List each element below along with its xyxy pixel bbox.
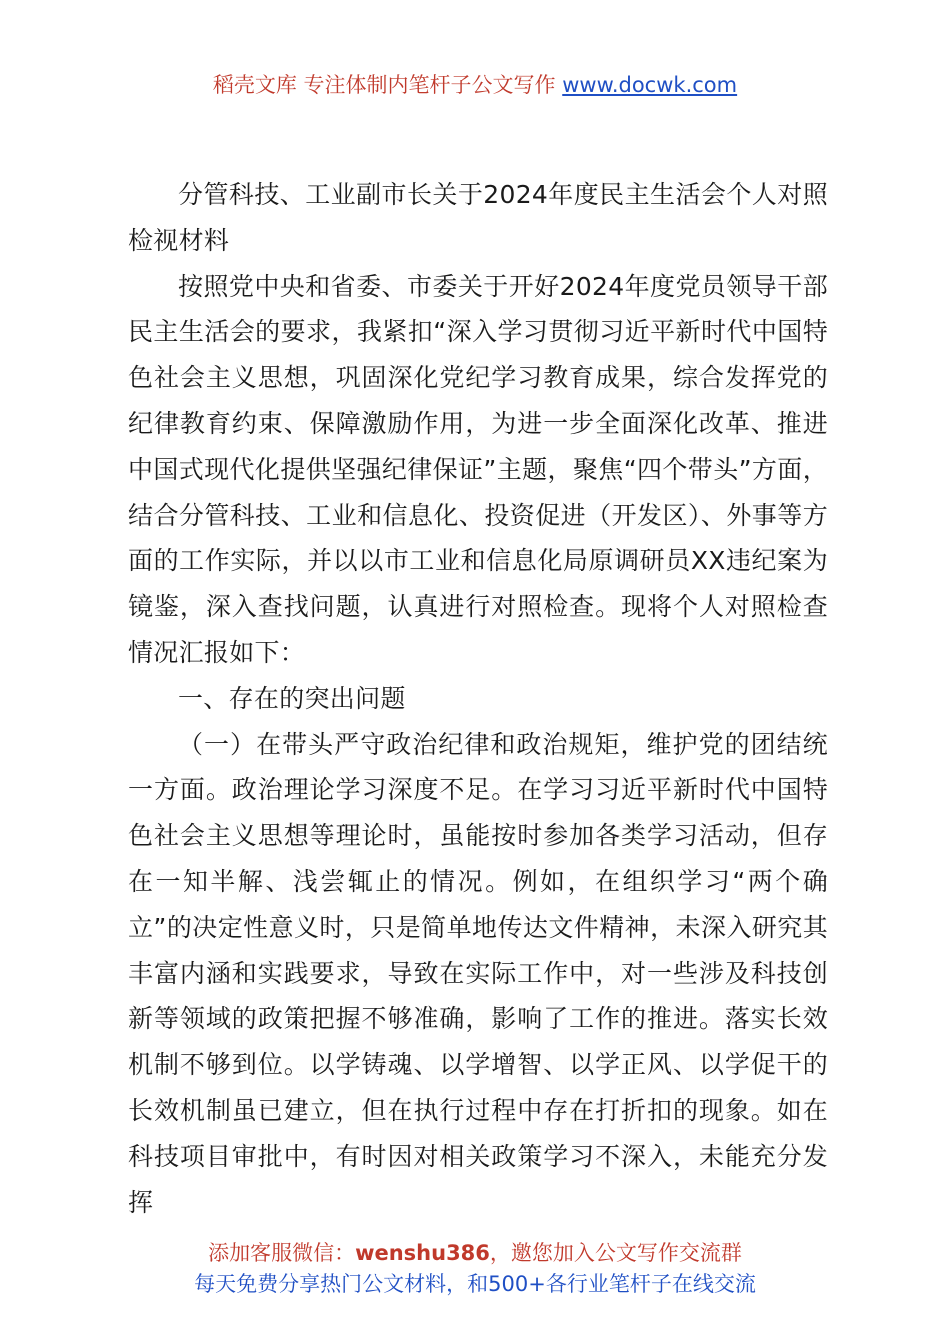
intro-paragraph: 按照党中央和省委、市委关于开好2024年度党员领导干部民主生活会的要求，我紧扣“深入学习贯彻习近平新时代中国特色社会主义思想，巩固深化党纪学习教育成果，综合发挥党的纪律教育约束、保障激励作用，为进一步全面深化改革、推进中国式现代化提供坚强纪律保证”主题，聚焦“四个带头”方面，结合分管科技、工业和信息化、投资促进（开发区）、外事等方面的工作实际，并以以市工业和信息化局原调研员XX违纪案为镜鉴，深入查找问题，认真进行对照检查。现将个人对照检查情况汇报如下：: [128, 271, 828, 667]
document-body: [128, 172, 828, 1225]
site-slogan: 稻壳文库 专注体制内笔杆子公文写作: [212, 73, 563, 97]
site-url-link[interactable]: www.docwk.com: [562, 73, 738, 97]
promo-footer: [0, 1238, 950, 1300]
footer-contact-line: [0, 1238, 950, 1269]
footer-contact-suffix: ，邀您加入公文写作交流群: [489, 1241, 742, 1265]
footer-promo-line: 每天免费分享热门公文材料，和500+各行业笔杆子在线交流: [194, 1272, 756, 1296]
site-header: [0, 70, 950, 100]
wechat-id: wenshu386: [355, 1241, 490, 1265]
footer-contact-prefix: 添加客服微信：: [208, 1241, 356, 1265]
document-title: 分管科技、工业副市长关于2024年度民主生活会个人对照检视材料: [128, 180, 828, 255]
section-heading: 一、存在的突出问题: [178, 683, 406, 713]
section-paragraph: （一）在带头严守政治纪律和政治规矩，维护党的团结统一方面。政治理论学习深度不足。在学习习近平新时代中国特色社会主义思想等理论时，虽能按时参加各类学习活动，但存在一知半解、浅尝辄止的情况。例如，在组织学习“两个确立”的决定性意义时，只是简单地传达文件精神，未深入研究其丰富内涵和实践要求，导致在实际工作中，对一些涉及科技创新等领域的政策把握不够准确，影响了工作的推进。落实长效机制不够到位。以学铸魂、以学增智、以学正风、以学促干的长效机制虽已建立，但在执行过程中存在打折扣的现象。如在科技项目审批中，有时因对相关政策学习不深入，未能充分发挥: [128, 729, 828, 1217]
